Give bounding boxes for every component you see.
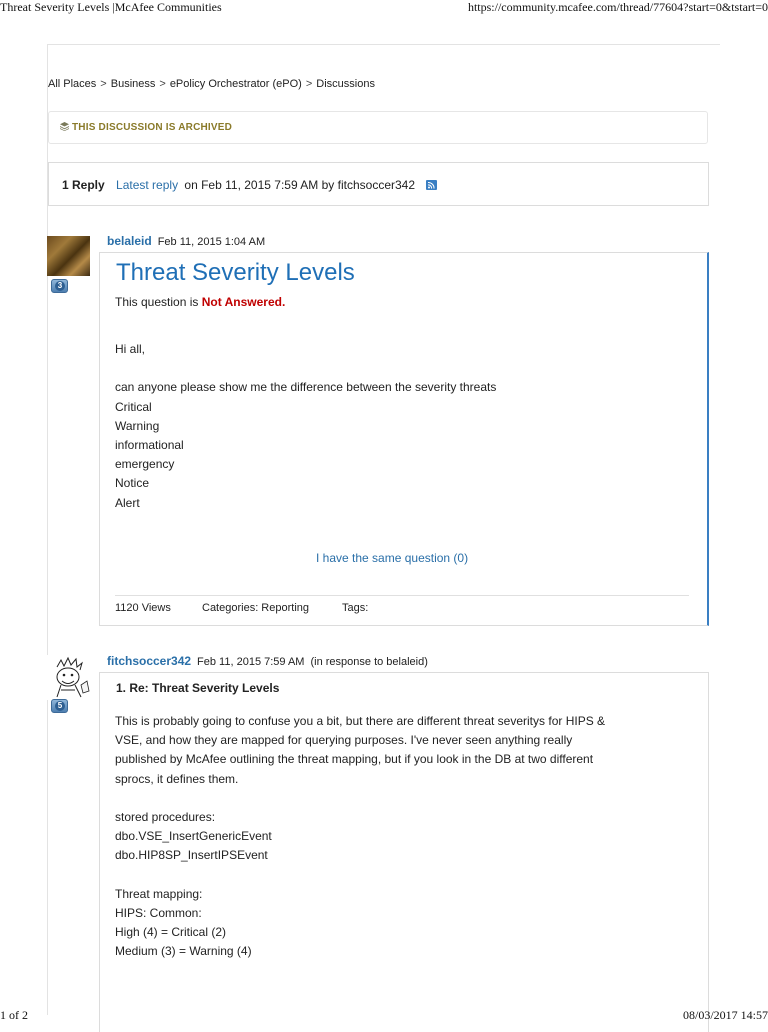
post2-body-line: This is probably going to confuse you a bit, but there are different threat severitys for HIPS & xyxy=(115,714,606,728)
divider xyxy=(115,595,689,596)
rank-number: 3 xyxy=(55,281,65,291)
rank-badge-icon xyxy=(51,279,68,293)
archived-notice-box xyxy=(48,111,708,144)
question-status xyxy=(115,295,285,309)
question-status-prefix: This question is xyxy=(115,295,199,309)
breadcrumb-epo[interactable]: ePolicy Orchestrator (ePO) xyxy=(169,78,302,90)
breadcrumb-business[interactable]: Business xyxy=(110,78,156,90)
breadcrumb-separator: > xyxy=(100,78,107,90)
post2-author-link[interactable]: fitchsoccer342 xyxy=(107,654,192,668)
post1-body-line xyxy=(115,359,496,378)
reply-summary-box xyxy=(48,162,709,206)
reply-title: 1. Re: Threat Severity Levels xyxy=(116,681,280,695)
post1-body xyxy=(115,340,496,513)
rss-feed-icon[interactable] xyxy=(426,180,437,190)
breadcrumb-separator: > xyxy=(305,78,313,90)
breadcrumb-discussions[interactable]: Discussions xyxy=(316,78,375,90)
post1-body-line: informational xyxy=(115,437,184,452)
tags-label: Tags: xyxy=(342,602,369,614)
question-title: Threat Severity Levels xyxy=(116,259,355,286)
post2-body-line: stored procedures: xyxy=(115,809,216,824)
post2-author-line xyxy=(107,654,428,668)
print-page-number: 1 of 2 xyxy=(0,1008,28,1022)
breadcrumb-all-places[interactable]: All Places xyxy=(48,78,97,90)
post2-body-line: Medium (3) = Warning (4) xyxy=(115,944,252,959)
reply-count: 1 Reply xyxy=(62,178,105,192)
print-datetime: 08/03/2017 14:57 xyxy=(682,1008,768,1022)
archive-icon xyxy=(60,122,69,131)
post2-body-line: HIPS: Common: xyxy=(115,905,202,920)
post2-date: Feb 11, 2015 7:59 AM xyxy=(197,656,305,668)
archived-notice xyxy=(60,122,232,133)
breadcrumb xyxy=(48,78,375,90)
post1-date: Feb 11, 2015 1:04 AM xyxy=(157,236,266,248)
post2-body xyxy=(115,712,605,961)
rank-number: 5 xyxy=(55,701,65,711)
post1-body-line: can anyone please show me the difference between the severity threats xyxy=(115,380,497,395)
post2-body-line: High (4) = Critical (2) xyxy=(115,925,227,940)
post2-body-line xyxy=(115,866,605,885)
categories-link[interactable]: Categories: Reporting xyxy=(202,602,310,614)
post2-body-line: dbo.HIP8SP_InsertIPSEvent xyxy=(115,848,268,863)
avatar-belaleid[interactable] xyxy=(47,236,90,276)
post1-body-line: emergency xyxy=(115,457,175,472)
post2-body-line: VSE, and how they are mapped for querying purposes. I've never seen anything really xyxy=(115,733,573,748)
post2-body-line: dbo.VSE_InsertGenericEvent xyxy=(115,829,272,844)
post2-body-line: published by McAfee outlining the threat mapping, but if you look in the DB at two different xyxy=(115,752,594,767)
in-response-to: (in response to belaleid) xyxy=(310,656,428,668)
post2-body-line xyxy=(115,789,605,808)
print-footer xyxy=(0,1008,768,1024)
post1-body-line: Hi all, xyxy=(115,342,146,356)
print-page-title: Threat Severity Levels |McAfee Communities xyxy=(0,0,222,14)
print-header xyxy=(0,0,768,14)
post2-body-line: Threat mapping: xyxy=(115,886,203,901)
post1-body-line: Notice xyxy=(115,476,150,491)
post1-body-line: Critical xyxy=(115,399,152,414)
avatar-fitchsoccer342[interactable] xyxy=(47,655,90,700)
post1-body-line: Alert xyxy=(115,495,140,510)
post2-body-line: sprocs, it defines them. xyxy=(115,771,239,786)
rank-badge-icon xyxy=(51,699,68,713)
post1-author-line xyxy=(107,234,265,248)
post1-author-link[interactable]: belaleid xyxy=(107,234,152,248)
print-page-url: https://community.mcafee.com/thread/77604?start=0&tstart=0 xyxy=(467,0,768,14)
latest-reply-link[interactable]: Latest reply xyxy=(116,178,179,192)
views-count: 1120 Views xyxy=(115,602,171,614)
breadcrumb-separator: > xyxy=(159,78,166,90)
same-question-button[interactable]: I have the same question (0) xyxy=(316,551,469,565)
question-status-value: Not Answered. xyxy=(201,295,286,309)
post1-body-line: Warning xyxy=(115,418,160,433)
latest-reply-info: on Feb 11, 2015 7:59 AM by fitchsoccer342 xyxy=(184,178,416,192)
archived-notice-text: THIS DISCUSSION IS ARCHIVED xyxy=(72,122,233,133)
